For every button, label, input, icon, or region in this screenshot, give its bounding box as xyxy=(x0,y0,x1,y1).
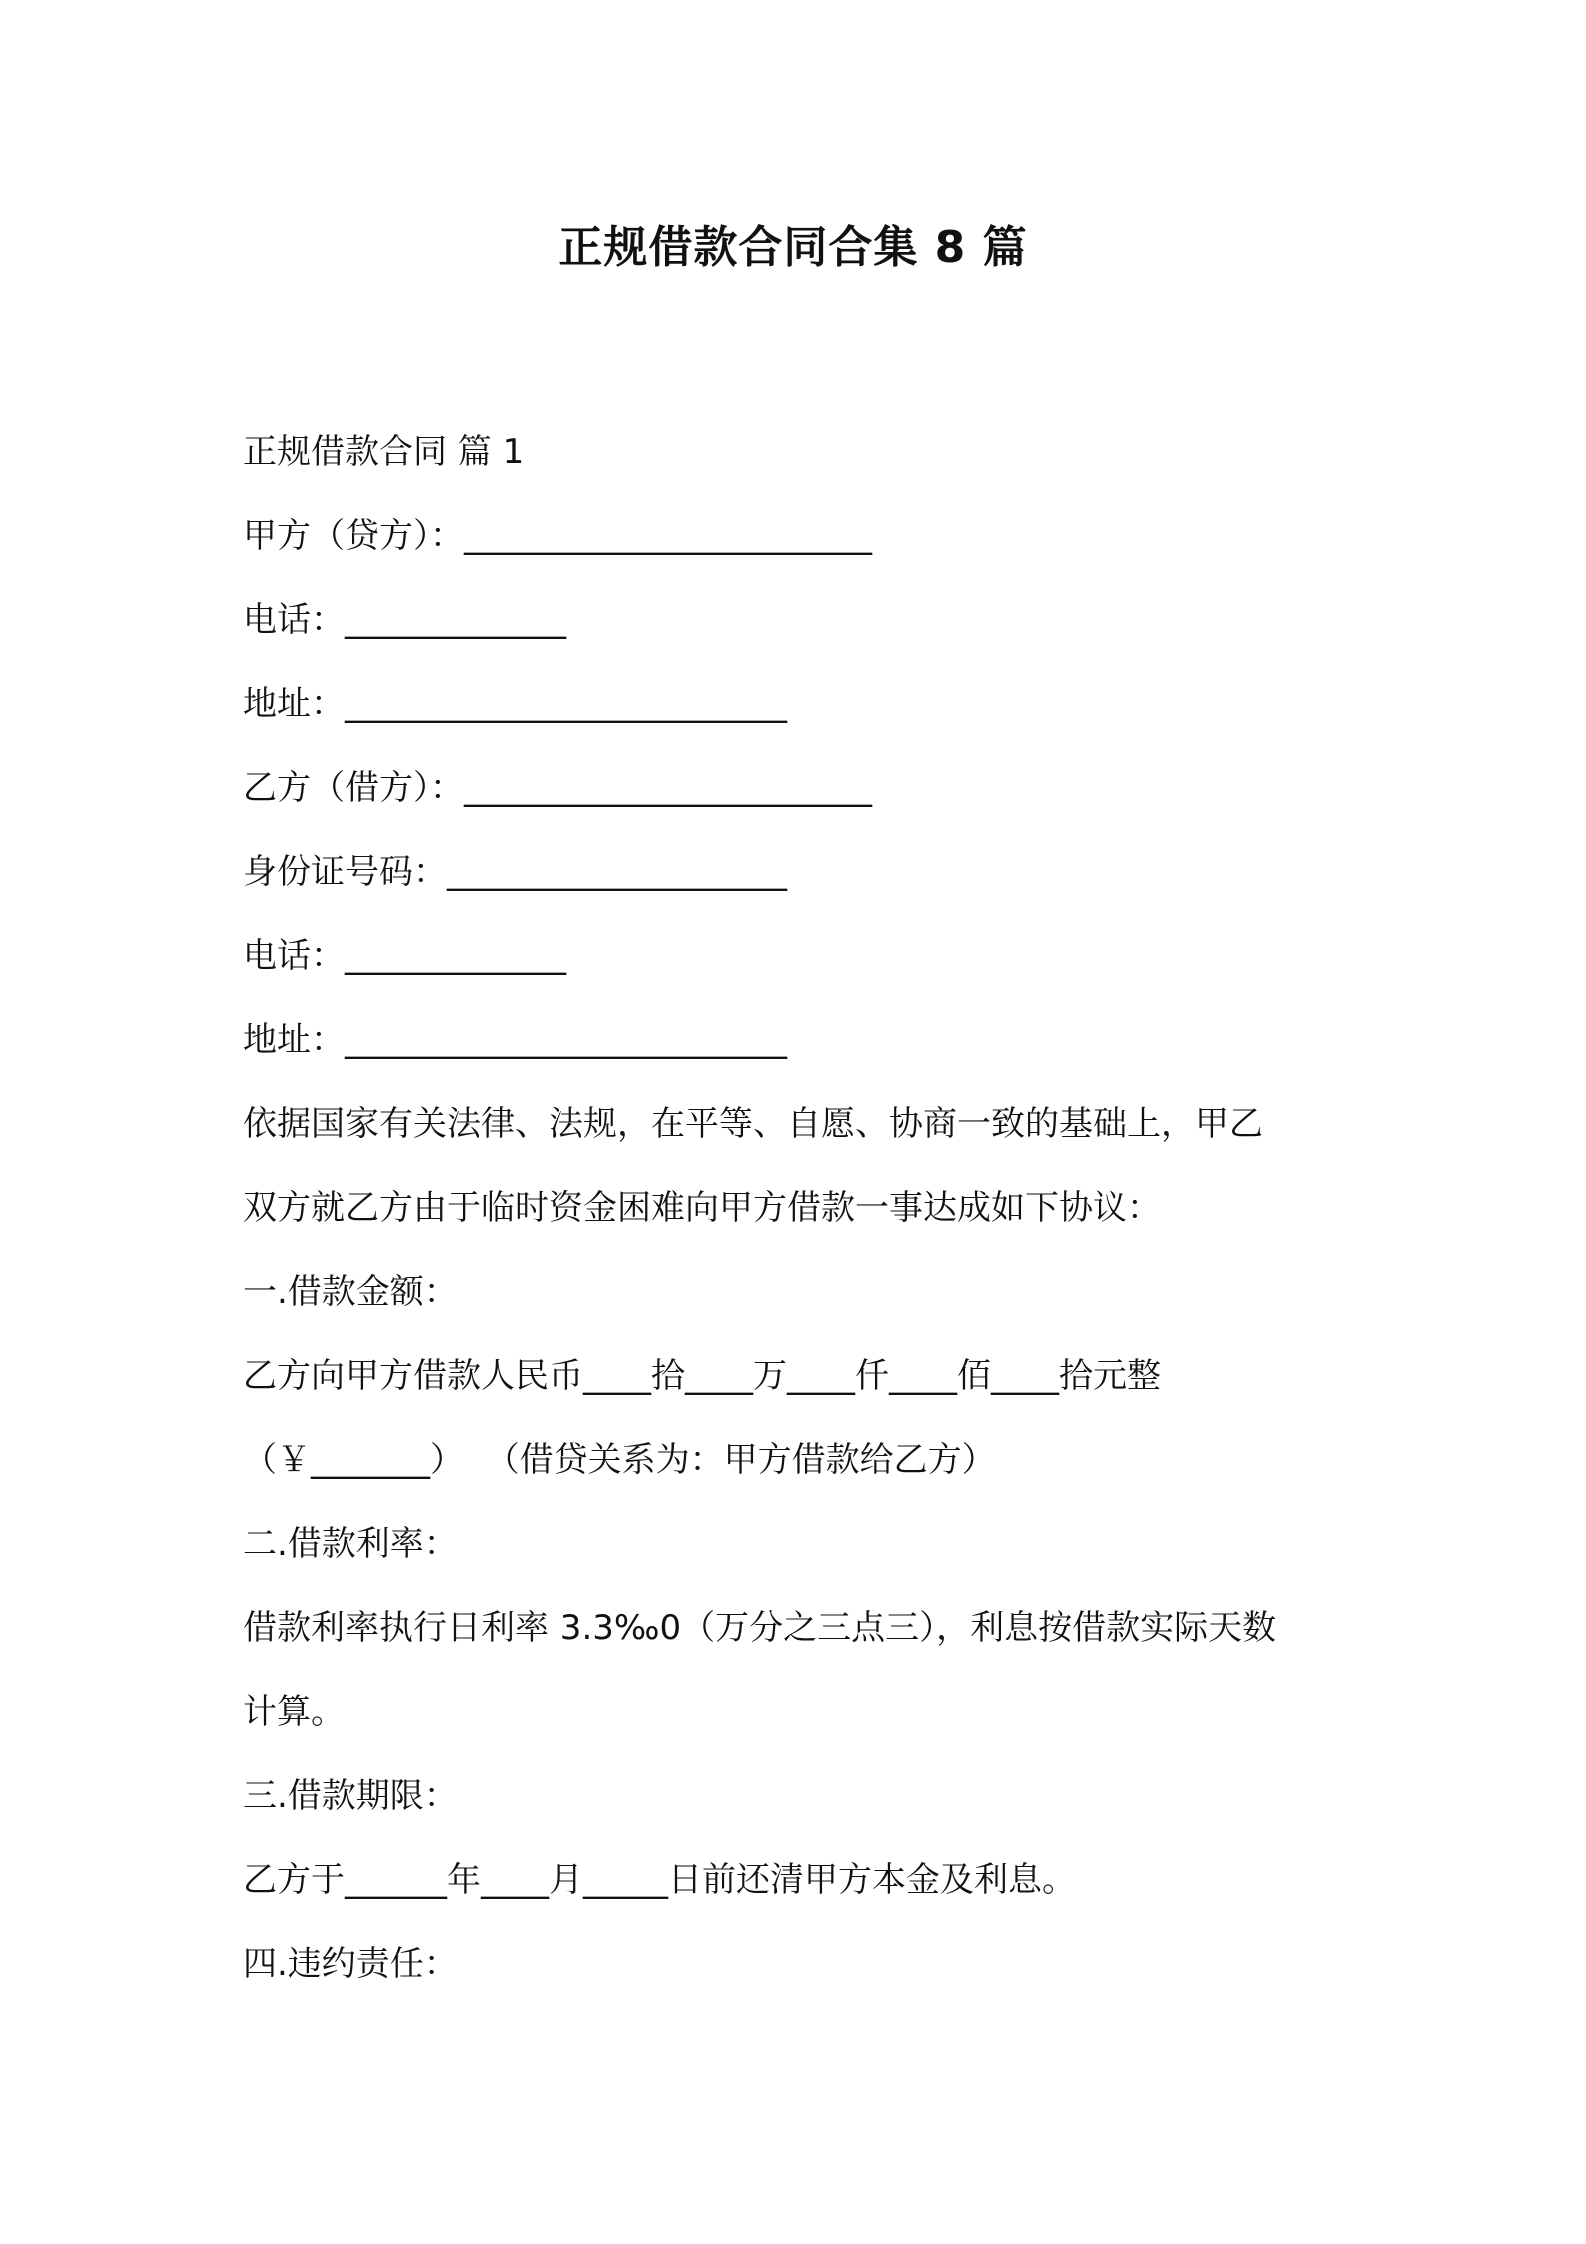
borrower-phone-field: 电话：_____________ xyxy=(243,936,566,976)
lender-phone-field: 电话：_____________ xyxy=(243,600,566,640)
section-heading: 正规借款合同 篇 1 xyxy=(243,432,525,472)
rate-line-2: 计算。 xyxy=(243,1692,345,1732)
clause-heading-amount: 一.借款金额： xyxy=(243,1272,458,1312)
lender-field: 甲方（贷方）：________________________ xyxy=(243,516,872,556)
rate-line-1: 借款利率执行日利率 3.3‰0（万分之三点三），利息按借款实际天数 xyxy=(243,1608,1277,1648)
preamble-line-2: 双方就乙方由于临时资金困难向甲方借款一事达成如下协议： xyxy=(243,1188,1161,1228)
document-title: 正规借款合同合集 8 篇 xyxy=(558,222,1028,273)
term-line: 乙方于______年____月_____日前还清甲方本金及利息。 xyxy=(243,1860,1076,1900)
amount-line-1: 乙方向甲方借款人民币____拾____万____仟____佰____拾元整 xyxy=(243,1356,1161,1396)
amount-line-2: （￥_______） （借贷关系为：甲方借款给乙方） xyxy=(243,1440,996,1480)
clause-heading-rate: 二.借款利率： xyxy=(243,1524,458,1564)
borrower-field: 乙方（借方）：________________________ xyxy=(243,768,872,808)
borrower-id-field: 身份证号码：____________________ xyxy=(243,852,787,892)
clause-heading-breach: 四.违约责任： xyxy=(243,1944,458,1984)
preamble-line-1: 依据国家有关法律、法规，在平等、自愿、协商一致的基础上，甲乙 xyxy=(243,1104,1263,1144)
document-body xyxy=(243,410,1353,2006)
clause-heading-term: 三.借款期限： xyxy=(243,1776,458,1816)
lender-address-field: 地址：__________________________ xyxy=(243,684,787,724)
borrower-address-field: 地址：__________________________ xyxy=(243,1020,787,1060)
